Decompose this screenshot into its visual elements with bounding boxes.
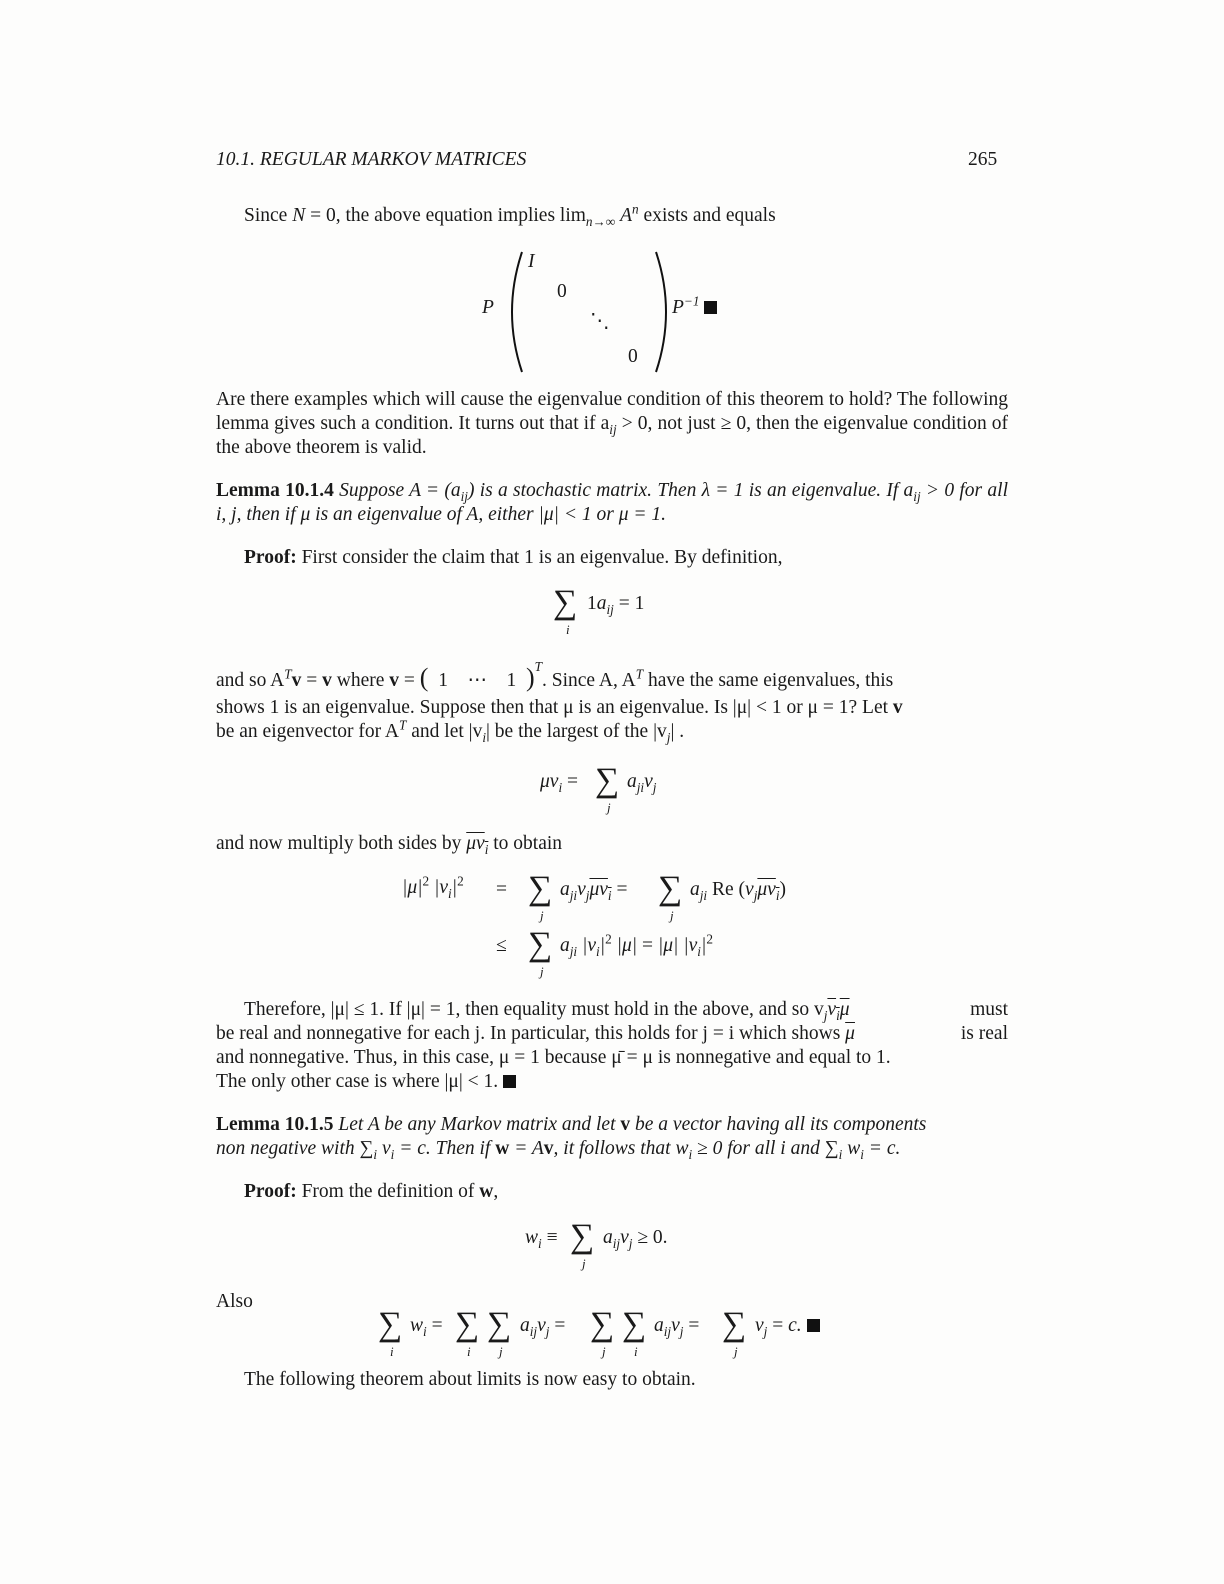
running-header: 10.1. REGULAR MARKOV MATRICES xyxy=(216,149,527,170)
proof-start: Proof: First consider the claim that 1 is an eigenvalue. By definition, xyxy=(244,547,783,568)
multiply-line: and now multiply both sides by $\mu v_i$ to obtain xyxy=(216,833,563,857)
shows-line: shows 1 is an eigenvalue. Suppose then that μ is an eigenvalue. Is |μ| < 1 or μ = 1? Let v xyxy=(216,697,903,718)
qed-mark xyxy=(704,301,717,314)
lemma-10-1-4: Lemma 10.1.4 Suppose $A = (a_{ij})$ is a stochastic matrix. Then λ = 1 is an eigenvalue. If $a_{ij} > 0$ for all i, j, then if μ is an eigenvalue of A, either |μ| < 1 or μ = 1. xyxy=(216,480,1008,525)
qed-mark xyxy=(807,1319,820,1332)
therefore-line-3: and nonnegative. Thus, in this case, μ = 1 because μ̄ = μ is nonnegative and equal to 1. xyxy=(216,1047,891,1068)
closing-sentence: The following theorem about limits is now easy to obtain. xyxy=(244,1369,696,1390)
therefore-line-2: be real and nonnegative for each j. In particular, this holds for j = i which shows $\overline{\mu}$ is real xyxy=(216,1023,1008,1044)
lemma-10-1-5: Lemma 10.1.5 Let A be any Markov matrix and let v be a vector having all its components xyxy=(216,1114,927,1135)
and-so-line: and so $A^Tv = v$ where v = ( 1 ⋯ 1 )$^T$. Since A, $A^T$ have the same eigenvalues, this xyxy=(216,658,894,692)
page-number: 265 xyxy=(968,149,998,170)
intro-line: Since N = 0, the above equation implies $\lim_{n\to\infty} A^n$ exists and equals xyxy=(244,201,776,229)
therefore-line-1: Therefore, |μ| ≤ 1. If |μ| = 1, then equality must hold in the above, and so $v_jv_i\overline{\mu}$ must xyxy=(244,999,1008,1023)
eigenvector-line: be an eigenvector for $A^T$ and let $|v_i|$ be the largest of the $|v_j|$ . xyxy=(216,717,685,745)
proof-2-start: Proof: From the definition of w, xyxy=(244,1181,499,1202)
therefore-line-4: The only other case is where |μ| < 1. xyxy=(216,1070,516,1094)
document-page: 10.1. REGULAR MARKOV MATRICES 265 Since N = 0, the above equation implies $\lim_{n\to\infty} A^n$ exists and equals P I 0 ⋱ 0 $P^{-1}$ Are there examples which will cause the eigenvalue condition of this theorem to hold? The following lemma gives such a condition. It turns out that if $a_{ij} > 0$, not just ≥ 0, then the eigenvalue condition of the above theorem is valid. Lemma 10.1.4 Suppose $A = (a_{ij})$ is a stochastic matrix. Then λ = 1 is an eigenvalue. If $a_{ij} > 0$ for all i, j, then if μ is an eigenvalue of A, either |μ| < 1 or μ = 1. Proof: First consider the claim that 1 is an eigenvalue. By definition, ∑ $1a_{ij} = 1$ i and so $A^Tv = v$ where v = ( 1 ⋯ 1 )$^T$. Since A, $A^T$ have the same eigenvalues, this shows 1 is an eigenvalue. Suppose then that μ is an eigenvalue. Is |μ| < 1 or μ = 1? Let v be an eigenvector for $A^T$ and let $|v_i|$ be the largest of the $|v_j|$ . $\mu v_i$ = ∑ $a_{ji}v_j$ j and now multiply both sides by $\mu v_i$ to obtain $|\mu|^2$ $|v_i|^2$ = ∑ $a_{ji}v_j\mu v_i$ = ∑ $a_{ji}$ Re $(v_j\mu v_i)$ j j ≤ ∑ $a_{ji}$ $|v_i|^2$ |μ| = |μ| $|v_i|^2$ j Therefore, |μ| ≤ 1. If |μ| = 1, then equality must hold in the above, and so $v_jv_i\overline{\mu}$ must be real and nonnegative for each j. In particular, this holds for j = i which shows $\overline{\mu}$ is real and nonnegative. Thus, in this case, μ = 1 because μ̄ = μ is nonnegative and equal to 1. The only other case is where |μ| < 1. Lemma 10.1.5 Let A be any Markov matrix and let v be a vector having all its components non negative with $\sum_i$ $v_i = c$. Then if w = Av, it follows that $w_i \ge 0$ for all i and $\sum_i$ $w_i = c$. Proof: From the definition of w, $w_i$ ≡ ∑ $a_{ij}v_j \ge 0$. j Also ∑ $w_i$ = ∑ ∑ $a_{ij}v_j$ = ∑ ∑ $a_{ij}v_j$ = ∑ $v_j = c$. i i j j i j The following theorem about limits is now easy to obtain. xyxy=(216,149,1009,1390)
also-label: Also xyxy=(216,1291,253,1312)
paragraph-examples: Are there examples which will cause the eigenvalue condition of this theorem to hold? The following lemma gives such a condition. It turns out that if $a_{ij} > 0$, not just ≥ 0, then the eigenvalue condition of the above theorem is valid. xyxy=(216,389,1009,458)
qed-mark xyxy=(503,1075,516,1088)
lemma-10-1-5-line-2: non negative with $\sum_i$ $v_i = c$. Then if w = Av, it follows that $w_i \ge 0$ for all i and $\sum_i$ $w_i = c$. xyxy=(216,1138,901,1162)
